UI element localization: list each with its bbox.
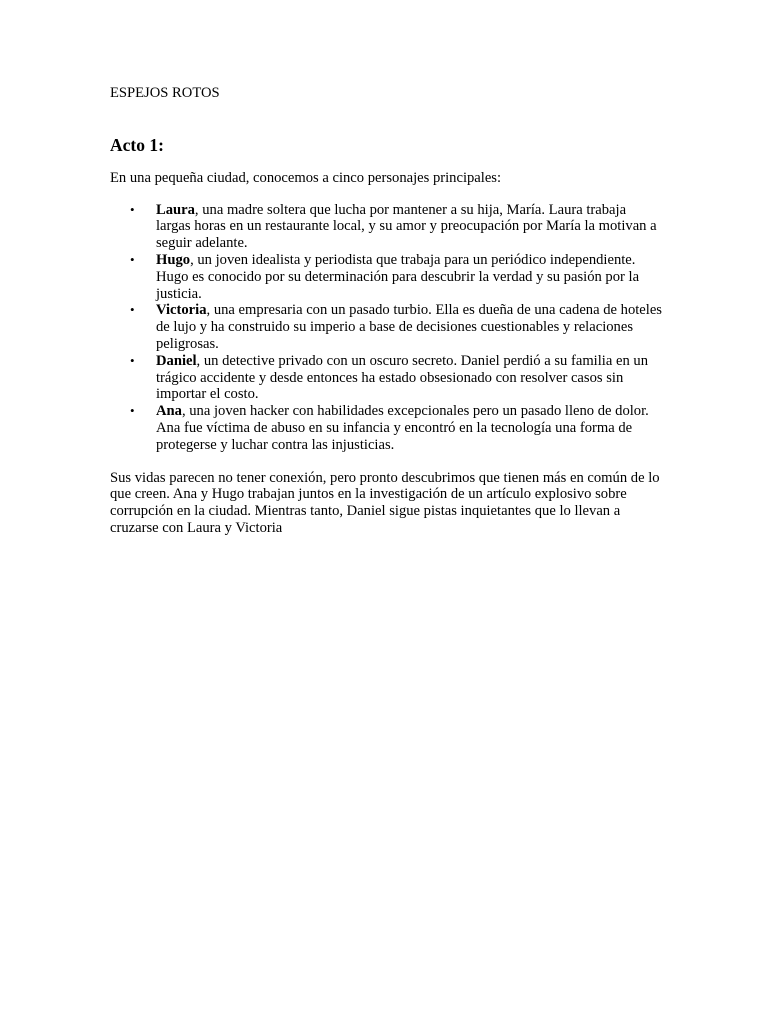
bullet-icon: •	[130, 403, 135, 419]
bullet-icon: •	[130, 201, 135, 217]
character-description: , un detective privado con un oscuro secreto. Daniel perdió a su familia en un trágico accidente y desde entonces ha estado obsesionado con resolver casos sin importar el costo.	[156, 352, 648, 403]
character-item-hugo	[110, 252, 662, 302]
character-name: Ana	[156, 403, 182, 420]
character-item-ana	[110, 403, 662, 453]
intro-paragraph: En una pequeña ciudad, conocemos a cinco personajes principales:	[110, 169, 502, 186]
character-name: Victoria	[156, 302, 207, 319]
document-title: ESPEJOS ROTOS	[110, 85, 220, 101]
character-item-daniel	[110, 353, 662, 403]
character-name: Laura	[156, 201, 195, 218]
character-item-victoria	[110, 302, 662, 352]
character-name: Daniel	[156, 352, 197, 369]
bullet-icon: •	[130, 352, 135, 368]
bullet-icon: •	[130, 302, 135, 318]
document-page	[110, 85, 662, 537]
bullet-icon: •	[130, 251, 135, 267]
act-heading: Acto 1:	[110, 134, 164, 155]
character-description: , una joven hacker con habilidades excepcionales pero un pasado lleno de dolor. Ana fue víctima de abuso en su infancia y encontró en la tecnología una forma de protegerse y luchar contra las injusticias.	[156, 403, 649, 453]
character-description: , una madre soltera que lucha por mantener a su hija, María. Laura trabaja largas horas en un restaurante local, y su amor y preocupación por María la motivan a seguir adelante.	[156, 201, 657, 252]
character-description: , un joven idealista y periodista que trabaja para un periódico independiente. Hugo es conocido por su determinación para descubrir la verdad y su pasión por la justicia.	[156, 251, 640, 302]
character-list	[110, 202, 662, 454]
closing-paragraph: Sus vidas parecen no tener conexión, pero pronto descubrimos que tienen más en común de lo que creen. Ana y Hugo trabajan juntos en la investigación de un artículo explosivo sobre corrupción en la ciudad. Mientras tanto, Daniel sigue pistas inquietantes que lo llevan a cruzarse con Laura y Victoria	[110, 469, 660, 536]
character-name: Hugo	[156, 251, 191, 268]
character-item-laura	[110, 202, 662, 252]
character-description: , una empresaria con un pasado turbio. Ella es dueña de una cadena de hoteles de lujo y ha construido su imperio a base de decisiones cuestionables y relaciones peligrosas.	[156, 302, 662, 352]
